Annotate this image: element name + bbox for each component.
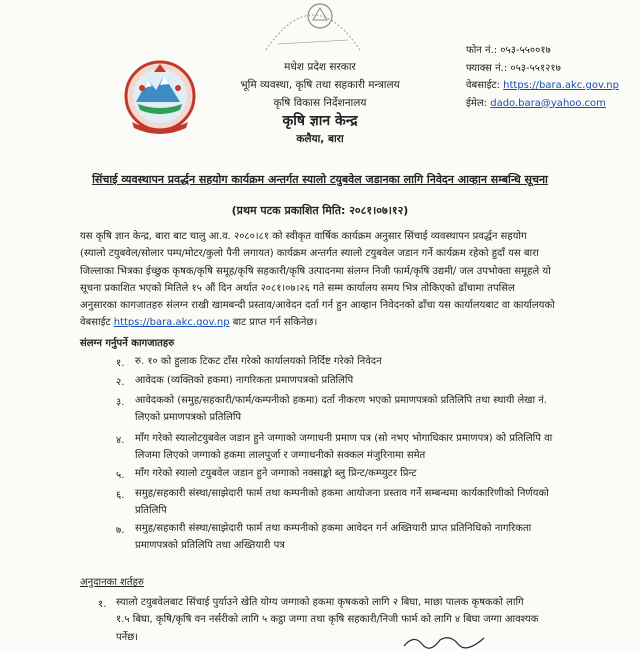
contact-block	[466, 42, 619, 112]
signature-scribble	[400, 632, 490, 650]
header-ministry: भूमि व्यवस्था, कृषि तथा सहकारी मन्त्रालय	[240, 79, 400, 91]
para-line: सूचना प्रकाशित भएको मितिले १५ औं दिन अर्थात २०८१।०७।२६ गते सम्म कार्यालय समय भित्र तोकिएको ढाँचामा तपसिल	[80, 282, 515, 294]
header-province: मधेश प्रदेश सरकार	[284, 61, 356, 73]
header-location: कलैया, बारा	[296, 133, 344, 145]
doc-item-5: माँग गरेको स्यालो टयुबवेल जडान हुने जग्गाको नक्साङ्को ब्लु प्रिन्ट/कम्प्युटर प्रिन्ट	[135, 468, 417, 479]
doc-item-num: ५.	[116, 470, 125, 481]
doc-item-num: ७.	[116, 525, 125, 536]
docs-heading: संलग्न गर्नुपर्ने कागजातहरु	[80, 338, 175, 349]
contact-email-label: ईमेल:	[466, 97, 488, 109]
terms-heading: अनुदानका शर्तहरु	[80, 577, 144, 588]
doc-item-4: माँग गरेको स्यालोटयुबवेल जडान हुने जग्गाको जग्गाधनी प्रमाण पत्र (सो नभए भोगाधिकार प्रमाणपत्र) को प्रतिलिपि वा लिजमा लिएको जग्गाको हकमा लालपुर्जा र जग्गाधनीको सक्कल मंजुरिनामा समेत	[135, 433, 553, 462]
office-seal-stamp	[258, 0, 368, 55]
contact-email	[466, 95, 619, 113]
doc-item-7: समुह/सहकारी संस्था/साझेदारी फार्म तथा कम्पनीको हकमा आवेदन गर्न अख्तियारी प्राप्त प्रतिनिधिको नागरिकता प्रमाणपत्रको प्रतिलिपि तथा अख्तियारी पत्र	[135, 523, 532, 552]
email-link[interactable]: dado.bara@yahoo.com	[490, 97, 606, 109]
doc-item-num: ४.	[116, 435, 125, 446]
term-item-num: १.	[98, 599, 107, 610]
notice-title: सिंचाई व्यवस्थापन प्रवर्द्धन सहयोग कार्यक्रम अन्तर्गत स्यालो टयुबवेल जडानका लागि निवेदन आव्हान सम्बन्धि सूचना	[92, 173, 548, 186]
para-website-link[interactable]: https://bara.akc.gov.np	[113, 317, 230, 329]
contact-website	[466, 77, 619, 95]
term-item-1: स्यालो टयुबवेलबाट सिंचाई पुर्याउने खेति योग्य जग्गाको हकमा कृषकको लागि २ बिघा, माछा पालक कृषकको लागि १.५ बिघा, कृषि/कृषि वन नर्सरीको लागि ५ कट्ठा जग्गा तथा कृषि सहकारी/निजी फार्म को लागि ४ बिघा जग्गा आवश्यक पर्नेछ।	[116, 597, 539, 643]
para-line: जिल्लाका भित्रका ईच्छुक कृषक/कृषि समूह/कृषि सहकारी/कृषि उत्पादनमा संलग्न निजी फार्म/कृषि उद्यमी/ जल उपभोक्ता समूहले यो	[80, 265, 551, 277]
para-line-last: वेबसाईट https://bara.akc.gov.np बाट प्राप्त गर्न सकिनेछ।	[80, 317, 318, 329]
doc-item-1: रु. १० को हुलाक टिकट टाँस गरेको कार्यालयको निर्दिष्ट गरेको निवेदन	[135, 356, 382, 367]
para-line: यस कृषि ज्ञान केन्द्र, बारा बाट चालु आ.व. २०८०।८१ को स्वीकृत वार्षिक कार्यक्रम अनुसार सिंचाई व्यवस्थापन प्रवर्द्धन सहयोग	[80, 231, 527, 242]
doc-item-2: आवेदक (व्यक्तिको हकमा) नागरिकता प्रमाणपत्रको प्रतिलिपि	[135, 375, 354, 386]
contact-website-label: वेबसाईट:	[466, 80, 500, 91]
para-line: अनुसारका कागजातहरु संलग्न राखी खामबन्दी प्रस्ताव/आवेदन दर्ता गर्न हुन आव्हान निवेदनको ढाँचा यस कार्यालयबाट वा कार्यालयको	[80, 300, 555, 312]
doc-item-num: २.	[116, 377, 125, 388]
doc-item-num: १.	[116, 358, 125, 369]
header-directorate: कृषि विकास निर्देशनालय	[273, 97, 367, 109]
notice-paragraph	[80, 228, 566, 332]
doc-item-3: आवेदकको (समुह/सहकारी/फार्म/कम्पनीको हकमा) दर्ता नीकरण भएको प्रमाणपत्रको प्रतिलिपि तथा स्थायी लेखा नं. लिएको प्रमाणपत्रको प्रतिलिपि	[135, 395, 547, 424]
notice-published-date: (प्रथम पटक प्रकाशित मिति: २०८१।०७।१२)	[231, 204, 409, 217]
website-link[interactable]: https://bara.akc.gov.np	[503, 80, 619, 91]
header-office-name: कृषि ज्ञान केन्द्र	[282, 113, 358, 129]
contact-phone: फोन नं.: ०५३-५५००१७	[466, 45, 551, 56]
doc-item-num: ३.	[116, 397, 125, 408]
para-line: (स्यालो टयुबवेल/सोलार पम्प/मोटर/कुलो पैनी लगायत) कार्यक्रम अन्तर्गत स्यालो टयुबवेल जडान गर्ने कार्यक्रम रहेको हुदाँ यस बारा	[80, 248, 539, 260]
doc-item-6: समुह/सहकारी संस्था/साझेदारी फार्म तथा कम्पनीको हकमा आयोजना प्रस्ताव गर्ने सम्बन्धमा कार्यकारिणीको निर्णयको प्रतिलिपि	[135, 488, 549, 517]
contact-fax: फ्याक्स नं.: ०५३-५५१२१७	[466, 62, 561, 74]
doc-item-num: ६.	[116, 490, 125, 501]
